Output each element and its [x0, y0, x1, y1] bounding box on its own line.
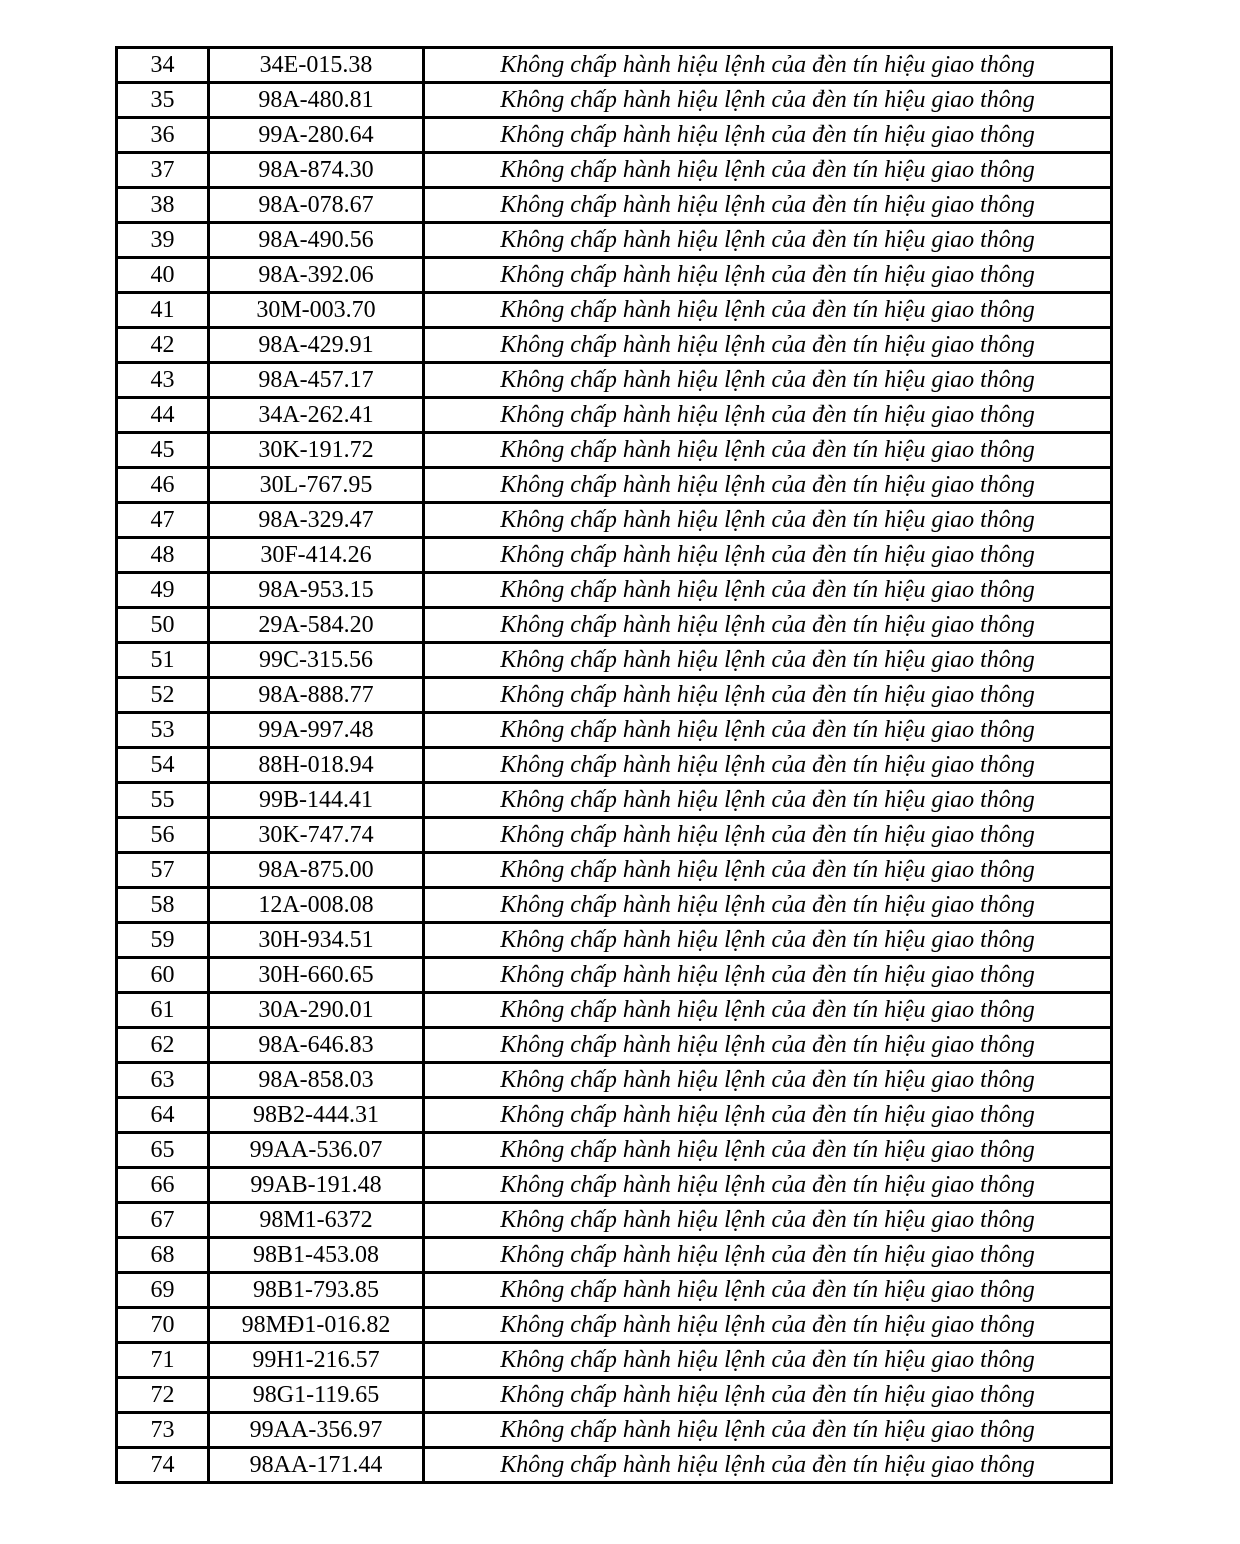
plate-cell: 30M-003.70 — [209, 293, 424, 328]
table-row — [117, 1133, 1112, 1168]
row-number-cell: 43 — [117, 363, 209, 398]
row-number-cell: 44 — [117, 398, 209, 433]
plate-cell: 98B2-444.31 — [209, 1098, 424, 1133]
row-number-cell: 47 — [117, 503, 209, 538]
table-row — [117, 188, 1112, 223]
row-number-cell: 66 — [117, 1168, 209, 1203]
plate-cell: 30K-747.74 — [209, 818, 424, 853]
table-row — [117, 433, 1112, 468]
plate-cell: 30L-767.95 — [209, 468, 424, 503]
violation-cell: Không chấp hành hiệu lệnh của đèn tín hiệu giao thông — [424, 923, 1112, 958]
table-row — [117, 503, 1112, 538]
table-row — [117, 818, 1112, 853]
plate-cell: 98AA-171.44 — [209, 1448, 424, 1483]
violation-cell: Không chấp hành hiệu lệnh của đèn tín hiệu giao thông — [424, 293, 1112, 328]
plate-cell: 99A-997.48 — [209, 713, 424, 748]
violation-cell: Không chấp hành hiệu lệnh của đèn tín hiệu giao thông — [424, 1133, 1112, 1168]
violation-cell: Không chấp hành hiệu lệnh của đèn tín hiệu giao thông — [424, 258, 1112, 293]
table-row — [117, 1238, 1112, 1273]
row-number-cell: 74 — [117, 1448, 209, 1483]
plate-cell: 30A-290.01 — [209, 993, 424, 1028]
plate-cell: 99C-315.56 — [209, 643, 424, 678]
row-number-cell: 52 — [117, 678, 209, 713]
row-number-cell: 63 — [117, 1063, 209, 1098]
violation-cell: Không chấp hành hiệu lệnh của đèn tín hiệu giao thông — [424, 188, 1112, 223]
row-number-cell: 49 — [117, 573, 209, 608]
table-row — [117, 608, 1112, 643]
violation-cell: Không chấp hành hiệu lệnh của đèn tín hiệu giao thông — [424, 818, 1112, 853]
row-number-cell: 65 — [117, 1133, 209, 1168]
table-row — [117, 538, 1112, 573]
plate-cell: 99AA-356.97 — [209, 1413, 424, 1448]
plate-cell: 98A-858.03 — [209, 1063, 424, 1098]
row-number-cell: 64 — [117, 1098, 209, 1133]
violation-cell: Không chấp hành hiệu lệnh của đèn tín hiệu giao thông — [424, 503, 1112, 538]
violation-cell: Không chấp hành hiệu lệnh của đèn tín hiệu giao thông — [424, 398, 1112, 433]
table-row — [117, 328, 1112, 363]
table-row — [117, 258, 1112, 293]
violation-cell: Không chấp hành hiệu lệnh của đèn tín hiệu giao thông — [424, 748, 1112, 783]
table-row — [117, 923, 1112, 958]
row-number-cell: 58 — [117, 888, 209, 923]
row-number-cell: 71 — [117, 1343, 209, 1378]
row-number-cell: 40 — [117, 258, 209, 293]
violation-cell: Không chấp hành hiệu lệnh của đèn tín hiệu giao thông — [424, 993, 1112, 1028]
table-row — [117, 363, 1112, 398]
violation-cell: Không chấp hành hiệu lệnh của đèn tín hiệu giao thông — [424, 1168, 1112, 1203]
row-number-cell: 46 — [117, 468, 209, 503]
table-row — [117, 1168, 1112, 1203]
violation-cell: Không chấp hành hiệu lệnh của đèn tín hiệu giao thông — [424, 1238, 1112, 1273]
row-number-cell: 50 — [117, 608, 209, 643]
row-number-cell: 56 — [117, 818, 209, 853]
row-number-cell: 70 — [117, 1308, 209, 1343]
violation-cell: Không chấp hành hiệu lệnh của đèn tín hiệu giao thông — [424, 1343, 1112, 1378]
table-row — [117, 223, 1112, 258]
table-row — [117, 83, 1112, 118]
table-row — [117, 853, 1112, 888]
table-row — [117, 1098, 1112, 1133]
plate-cell: 98A-888.77 — [209, 678, 424, 713]
table-row — [117, 993, 1112, 1028]
violation-cell: Không chấp hành hiệu lệnh của đèn tín hiệu giao thông — [424, 573, 1112, 608]
violation-cell: Không chấp hành hiệu lệnh của đèn tín hiệu giao thông — [424, 1028, 1112, 1063]
table-row — [117, 118, 1112, 153]
row-number-cell: 53 — [117, 713, 209, 748]
plate-cell: 98B1-793.85 — [209, 1273, 424, 1308]
violation-cell: Không chấp hành hiệu lệnh của đèn tín hiệu giao thông — [424, 958, 1112, 993]
plate-cell: 99B-144.41 — [209, 783, 424, 818]
table-row — [117, 1413, 1112, 1448]
violation-cell: Không chấp hành hiệu lệnh của đèn tín hiệu giao thông — [424, 1378, 1112, 1413]
plate-cell: 99H1-216.57 — [209, 1343, 424, 1378]
plate-cell: 98MĐ1-016.82 — [209, 1308, 424, 1343]
plate-cell: 30F-414.26 — [209, 538, 424, 573]
plate-cell: 34A-262.41 — [209, 398, 424, 433]
violation-cell: Không chấp hành hiệu lệnh của đèn tín hiệu giao thông — [424, 223, 1112, 258]
violation-cell: Không chấp hành hiệu lệnh của đèn tín hiệu giao thông — [424, 83, 1112, 118]
violation-cell: Không chấp hành hiệu lệnh của đèn tín hiệu giao thông — [424, 1448, 1112, 1483]
plate-cell: 30H-660.65 — [209, 958, 424, 993]
row-number-cell: 55 — [117, 783, 209, 818]
violations-table — [115, 46, 1113, 1484]
row-number-cell: 73 — [117, 1413, 209, 1448]
row-number-cell: 34 — [117, 48, 209, 83]
violation-cell: Không chấp hành hiệu lệnh của đèn tín hiệu giao thông — [424, 118, 1112, 153]
table-row — [117, 748, 1112, 783]
violation-cell: Không chấp hành hiệu lệnh của đèn tín hiệu giao thông — [424, 153, 1112, 188]
plate-cell: 98A-457.17 — [209, 363, 424, 398]
plate-cell: 98M1-6372 — [209, 1203, 424, 1238]
row-number-cell: 45 — [117, 433, 209, 468]
table-row — [117, 468, 1112, 503]
plate-cell: 30K-191.72 — [209, 433, 424, 468]
violations-table-body — [117, 48, 1112, 1483]
plate-cell: 98A-392.06 — [209, 258, 424, 293]
row-number-cell: 51 — [117, 643, 209, 678]
plate-cell: 29A-584.20 — [209, 608, 424, 643]
row-number-cell: 35 — [117, 83, 209, 118]
violation-cell: Không chấp hành hiệu lệnh của đèn tín hiệu giao thông — [424, 468, 1112, 503]
plate-cell: 98A-875.00 — [209, 853, 424, 888]
row-number-cell: 54 — [117, 748, 209, 783]
table-row — [117, 1273, 1112, 1308]
table-row — [117, 293, 1112, 328]
violation-cell: Không chấp hành hiệu lệnh của đèn tín hiệu giao thông — [424, 1413, 1112, 1448]
table-row — [117, 1308, 1112, 1343]
violation-cell: Không chấp hành hiệu lệnh của đèn tín hiệu giao thông — [424, 643, 1112, 678]
plate-cell: 88H-018.94 — [209, 748, 424, 783]
table-row — [117, 48, 1112, 83]
plate-cell: 98A-646.83 — [209, 1028, 424, 1063]
table-row — [117, 1343, 1112, 1378]
row-number-cell: 62 — [117, 1028, 209, 1063]
table-row — [117, 678, 1112, 713]
plate-cell: 30H-934.51 — [209, 923, 424, 958]
violation-cell: Không chấp hành hiệu lệnh của đèn tín hiệu giao thông — [424, 713, 1112, 748]
table-row — [117, 783, 1112, 818]
table-row — [117, 1063, 1112, 1098]
plate-cell: 99AA-536.07 — [209, 1133, 424, 1168]
violation-cell: Không chấp hành hiệu lệnh của đèn tín hiệu giao thông — [424, 678, 1112, 713]
row-number-cell: 37 — [117, 153, 209, 188]
row-number-cell: 38 — [117, 188, 209, 223]
plate-cell: 98A-874.30 — [209, 153, 424, 188]
row-number-cell: 68 — [117, 1238, 209, 1273]
row-number-cell: 42 — [117, 328, 209, 363]
plate-cell: 98A-490.56 — [209, 223, 424, 258]
violation-cell: Không chấp hành hiệu lệnh của đèn tín hiệu giao thông — [424, 363, 1112, 398]
violation-cell: Không chấp hành hiệu lệnh của đèn tín hiệu giao thông — [424, 853, 1112, 888]
violation-cell: Không chấp hành hiệu lệnh của đèn tín hiệu giao thông — [424, 1063, 1112, 1098]
row-number-cell: 69 — [117, 1273, 209, 1308]
violation-cell: Không chấp hành hiệu lệnh của đèn tín hiệu giao thông — [424, 888, 1112, 923]
violation-cell: Không chấp hành hiệu lệnh của đèn tín hiệu giao thông — [424, 328, 1112, 363]
plate-cell: 98A-953.15 — [209, 573, 424, 608]
plate-cell: 98A-329.47 — [209, 503, 424, 538]
plate-cell: 99AB-191.48 — [209, 1168, 424, 1203]
plate-cell: 98G1-119.65 — [209, 1378, 424, 1413]
table-row — [117, 1203, 1112, 1238]
violation-cell: Không chấp hành hiệu lệnh của đèn tín hiệu giao thông — [424, 608, 1112, 643]
table-row — [117, 1448, 1112, 1483]
row-number-cell: 60 — [117, 958, 209, 993]
row-number-cell: 41 — [117, 293, 209, 328]
row-number-cell: 57 — [117, 853, 209, 888]
table-row — [117, 643, 1112, 678]
row-number-cell: 72 — [117, 1378, 209, 1413]
table-row — [117, 1028, 1112, 1063]
table-row — [117, 573, 1112, 608]
row-number-cell: 36 — [117, 118, 209, 153]
violation-cell: Không chấp hành hiệu lệnh của đèn tín hiệu giao thông — [424, 538, 1112, 573]
plate-cell: 34E-015.38 — [209, 48, 424, 83]
plate-cell: 98A-078.67 — [209, 188, 424, 223]
violation-cell: Không chấp hành hiệu lệnh của đèn tín hiệu giao thông — [424, 433, 1112, 468]
violation-cell: Không chấp hành hiệu lệnh của đèn tín hiệu giao thông — [424, 1203, 1112, 1238]
row-number-cell: 67 — [117, 1203, 209, 1238]
violation-cell: Không chấp hành hiệu lệnh của đèn tín hiệu giao thông — [424, 48, 1112, 83]
plate-cell: 99A-280.64 — [209, 118, 424, 153]
violation-cell: Không chấp hành hiệu lệnh của đèn tín hiệu giao thông — [424, 1098, 1112, 1133]
table-row — [117, 398, 1112, 433]
row-number-cell: 59 — [117, 923, 209, 958]
row-number-cell: 48 — [117, 538, 209, 573]
violation-cell: Không chấp hành hiệu lệnh của đèn tín hiệu giao thông — [424, 783, 1112, 818]
table-row — [117, 1378, 1112, 1413]
table-row — [117, 153, 1112, 188]
violation-cell: Không chấp hành hiệu lệnh của đèn tín hiệu giao thông — [424, 1273, 1112, 1308]
plate-cell: 98B1-453.08 — [209, 1238, 424, 1273]
table-row — [117, 888, 1112, 923]
row-number-cell: 61 — [117, 993, 209, 1028]
plate-cell: 98A-429.91 — [209, 328, 424, 363]
table-row — [117, 713, 1112, 748]
row-number-cell: 39 — [117, 223, 209, 258]
violation-cell: Không chấp hành hiệu lệnh của đèn tín hiệu giao thông — [424, 1308, 1112, 1343]
plate-cell: 98A-480.81 — [209, 83, 424, 118]
plate-cell: 12A-008.08 — [209, 888, 424, 923]
table-row — [117, 958, 1112, 993]
